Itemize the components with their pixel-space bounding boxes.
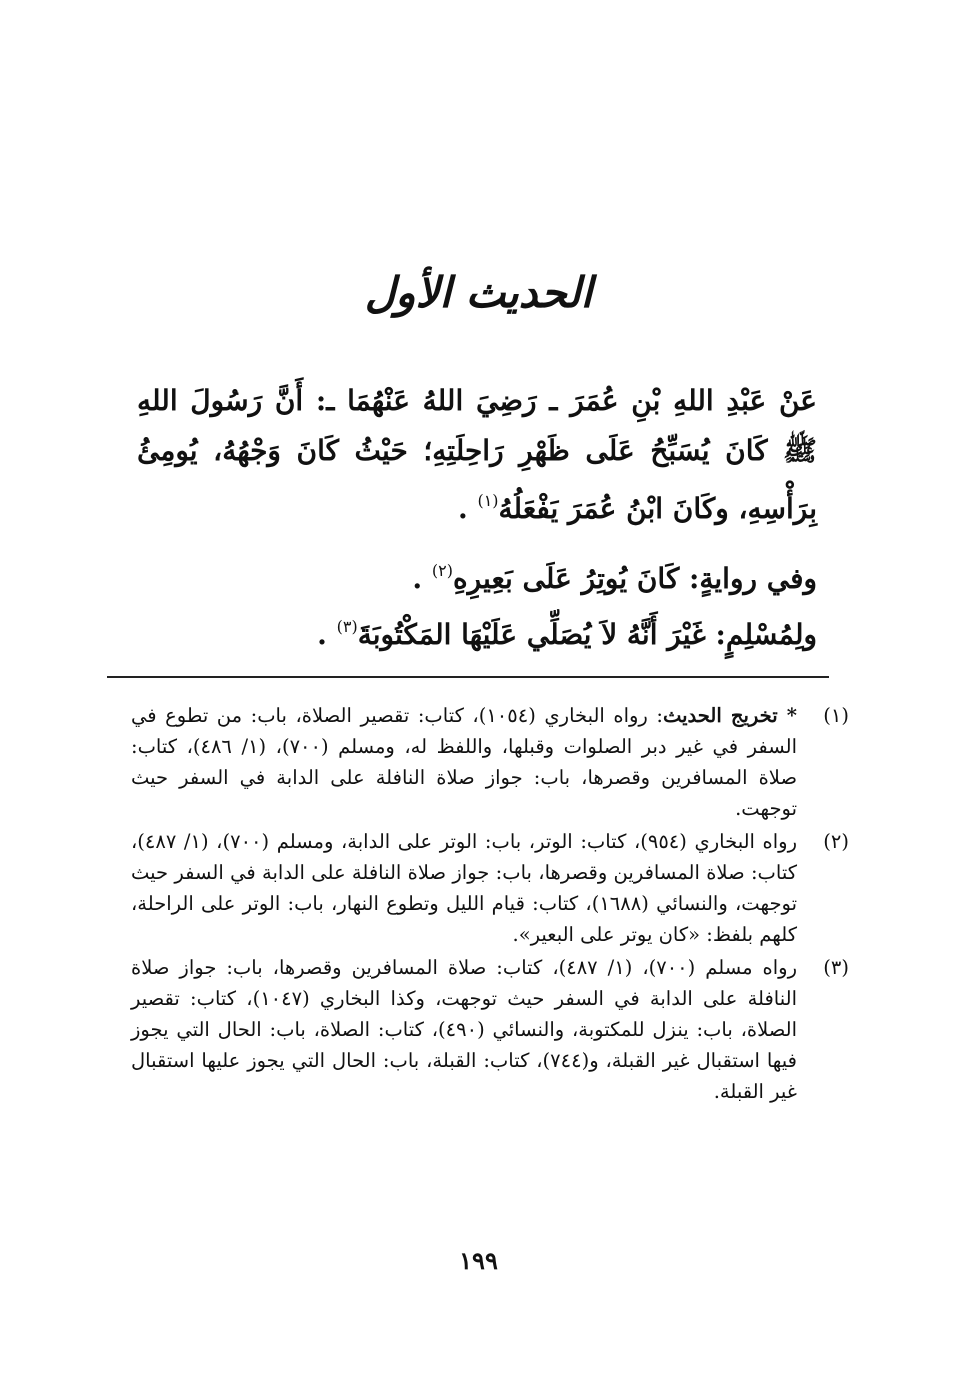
footnote-text: : رواه البخاري (١٠٥٤)، كتاب: تقصير الصلاة، باب: من تطوع في السفر في غير دبر الصلوات وقبلها، واللفظ له، ومسلم (٧٠٠)، (١/ ٤٨٦)، كتاب: صلاة المسافرين وقصرها، باب: جواز صلاة النافلة على الدابة في السفر حيث توجهت. [131, 704, 798, 820]
chapter-title: الحديث الأول [364, 268, 593, 317]
variant-narration-2 [317, 604, 817, 658]
variant-text: وفي روايةٍ: كَانَ يُوتِرُ عَلَى بَعِيرِهِ [452, 562, 817, 595]
footnote-heading: * تخريج الحديث [662, 704, 798, 727]
footnote-2 [131, 826, 849, 950]
footnote-marker-1[interactable]: (١) [477, 491, 499, 510]
hadith-body: عَنْ عَبْدِ اللهِ بْنِ عُمَرَ ـ رَضِيَ اللهُ عَنْهُمَا ـ: أَنَّ رَسُولَ اللهِ ﷺ كَانَ يُسَبِّحُ عَلَى ظَهْرِ رَاحِلَتِهِ؛ حَيْثُ كَانَ وَجْهُهُ، يُومِئُ بِرَأْسِهِ، وكَانَ ابْنُ عُمَرَ يَفْعَلُهُ [137, 384, 817, 525]
footnote-divider [107, 676, 829, 678]
footnote-marker-2[interactable]: (٢) [431, 561, 453, 580]
variant-narration-1 [412, 548, 817, 602]
hadith-end-mark: . [457, 492, 468, 525]
hadith-text-block [137, 376, 817, 534]
variant-end-mark: . [317, 618, 327, 651]
variant-text: ولِمُسْلِمٍ: غَيْرَ أَنَّهُ لاَ يُصَلِّي عَلَيْهَا المَكْتُوبَةَ [357, 618, 817, 651]
footnote-number: (١) [823, 704, 849, 727]
footnotes-section [131, 700, 849, 1109]
footnote-number: (٣) [823, 956, 849, 979]
variant-end-mark: . [412, 562, 423, 595]
footnote-text: رواه البخاري (٩٥٤)، كتاب: الوتر، باب: الوتر على الدابة، ومسلم (٧٠٠)، (١/ ٤٨٧)، كتاب: صلاة المسافرين وقصرها، باب: جواز صلاة النافلة على الدابة في السفر حيث توجهت، والنسائي (١٦٨٨)، كتاب: قيام الليل وتطوع النهار، باب: الوتر على الراحلة، كلهم بلفظ: «كان يوتر على البعير». [131, 830, 797, 946]
footnote-text: رواه مسلم (٧٠٠)، (١/ ٤٨٧)، كتاب: صلاة المسافرين وقصرها، باب: جواز صلاة النافلة على الدابة في السفر حيث توجهت، وكذا البخاري (١٠٤٧)، كتاب: تقصير الصلاة، باب: ينزل للمكتوبة، والنسائي (٤٩٠)، كتاب: الصلاة، باب: الحال التي يجوز فيها استقبال غير القبلة، و(٧٤٤)، كتاب: القبلة، باب: الحال التي يجوز عليها استقبال غير القبلة. [131, 956, 797, 1103]
footnote-number: (٢) [823, 830, 849, 853]
page-number: ١٩٩ [459, 1246, 498, 1275]
hadith-main-text [137, 376, 817, 534]
footnote-3 [131, 952, 849, 1107]
footnote-marker-3[interactable]: (٣) [336, 617, 358, 636]
footnote-1 [131, 700, 849, 824]
